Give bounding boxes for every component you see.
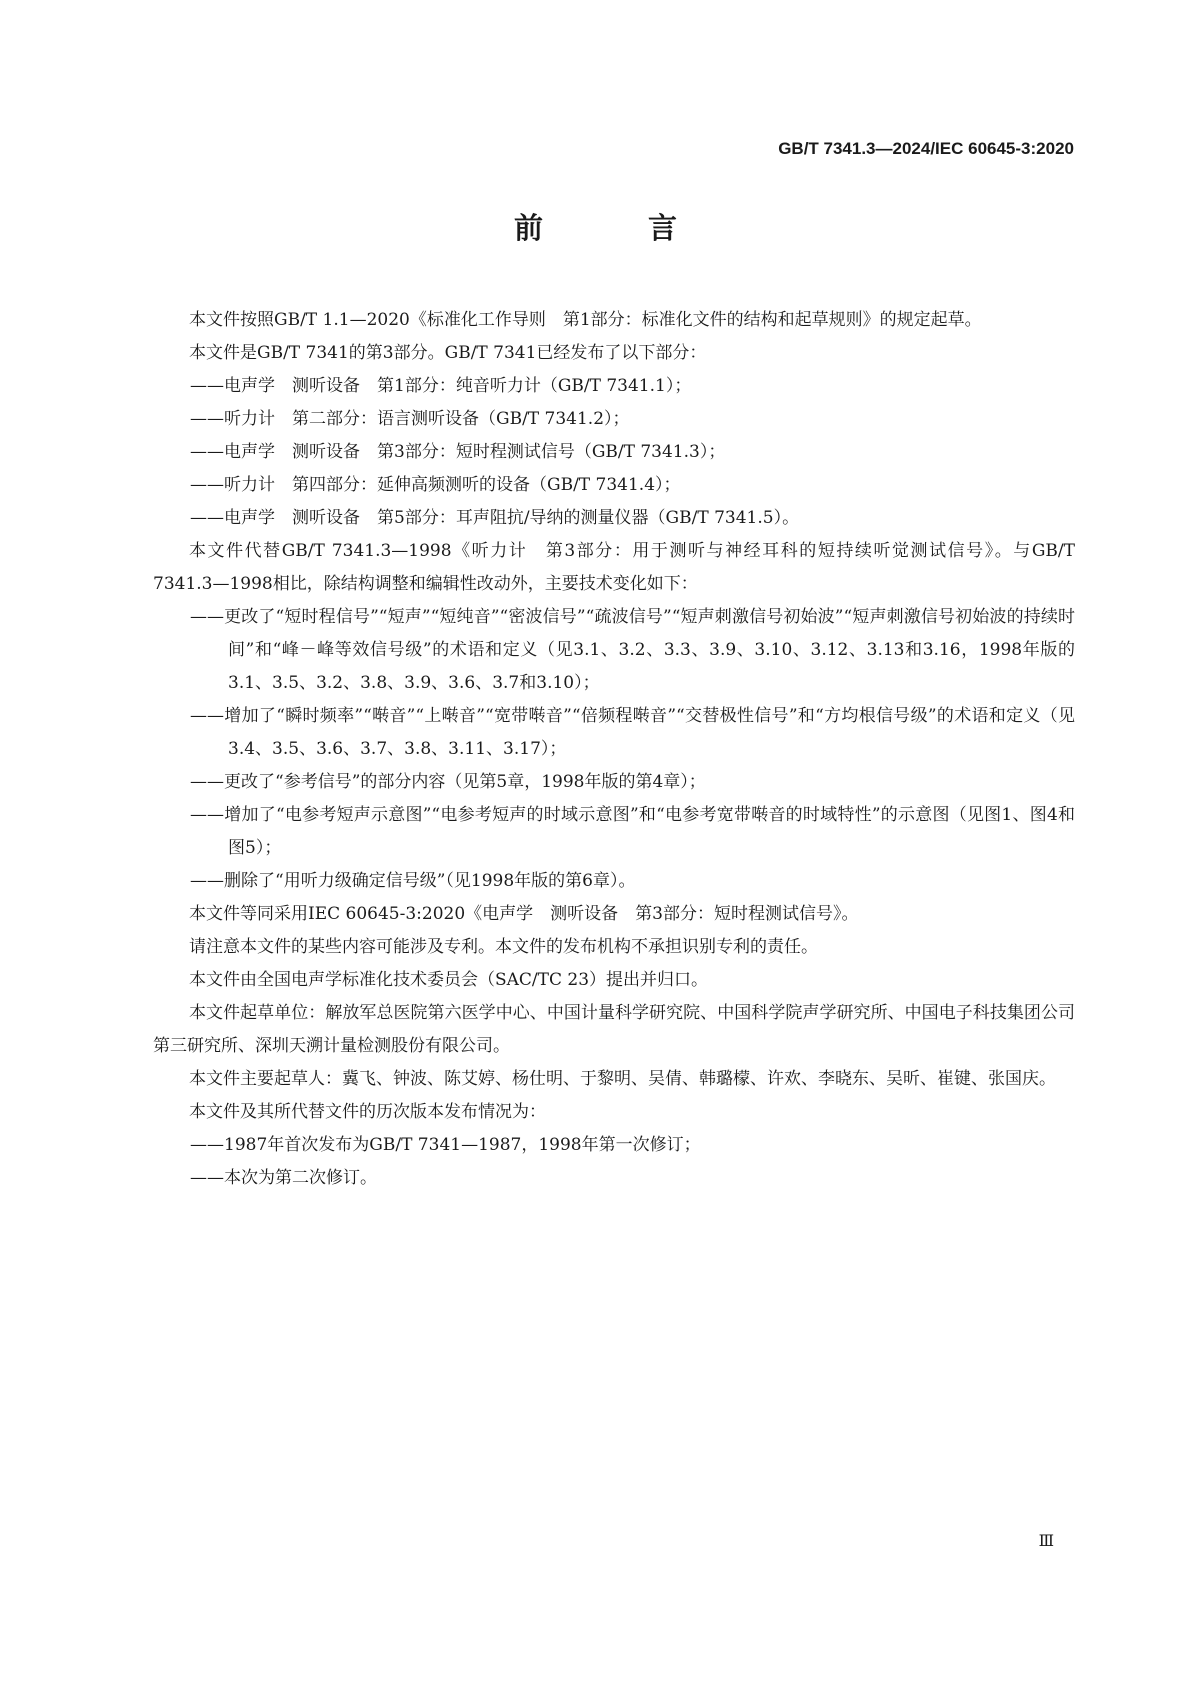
list-item-change-1: ——更改了“短时程信号”“短声”“短纯音”“密波信号”“疏波信号”“短声刺激信号初始波”“短声刺激信号初始波的持续时间”和“峰－峰等效信号级”的术语和定义（见3.1、3.2、3.3、3.9、3.10、3.12、3.13和3.16，1998年版的3.1、3.5、3.2、3.8、3.9、3.6、3.7和3.10）； (190, 607, 1075, 693)
list-item-part-3: ——电声学 测听设备 第3部分：短时程测试信号（GB/T 7341.3）； (190, 442, 726, 462)
list-item-part-4: ——听力计 第四部分：延伸高频测听的设备（GB/T 7341.4）； (190, 475, 681, 495)
paragraph-history-intro: 本文件及其所代替文件的历次版本发布情况为： (189, 1102, 546, 1122)
list-item-change-2: ——增加了“瞬时频率”“啭音”“上啭音”“宽带啭音”“倍频程啭音”“交替极性信号”和“方均根信号级”的术语和定义（见3.4、3.5、3.6、3.7、3.8、3.11、3.17）； (190, 706, 1075, 759)
standard-code: GB/T 7341.3—2024/IEC 60645-3:2020 (778, 139, 1074, 158)
paragraph-patent: 请注意本文件的某些内容可能涉及专利。本文件的发布机构不承担识别专利的责任。 (189, 937, 818, 957)
paragraph-drafting-units: 本文件起草单位：解放军总医院第六医学中心、中国计量科学研究院、中国科学院声学研究所、中国电子科技集团公司第三研究所、深圳天溯计量检测股份有限公司。 (153, 1003, 1075, 1056)
paragraph-parts-intro: 本文件是GB/T 7341的第3部分。GB/T 7341已经发布了以下部分： (189, 343, 707, 363)
paragraph-adoption: 本文件等同采用IEC 60645-3:2020《电声学 测听设备 第3部分：短时程测试信号》。 (189, 904, 859, 924)
list-item-part-2: ——听力计 第二部分：语言测听设备（GB/T 7341.2）； (190, 409, 630, 429)
list-item-history-1: ——1987年首次发布为GB/T 7341—1987，1998年第一次修订； (190, 1135, 701, 1155)
paragraph-replaces: 本文件代替GB/T 7341.3—1998《听力计 第3部分：用于测听与神经耳科的短持续听觉测试信号》。与GB/T 7341.3—1998相比，除结构调整和编辑性改动外，主要技术变化如下： (153, 541, 1075, 594)
list-item-change-3: ——更改了“参考信号”的部分内容（见第5章，1998年版的第4章）； (190, 772, 706, 792)
list-item-part-5: ——电声学 测听设备 第5部分：耳声阻抗/导纳的测量仪器（GB/T 7341.5）。 (190, 508, 800, 528)
paragraph-drafters: 本文件主要起草人：冀飞、钟波、陈艾婷、杨仕明、于黎明、吴倩、韩璐檬、许欢、李晓东、吴昕、崔键、张国庆。 (189, 1069, 1056, 1089)
page-title: 前 言 (513, 211, 715, 245)
paragraph-committee: 本文件由全国电声学标准化技术委员会（SAC/TC 23）提出并归口。 (189, 970, 709, 990)
page-number: Ⅲ (1038, 1531, 1054, 1550)
list-item-change-5: ——删除了“用听力级确定信号级”（见1998年版的第6章）。 (190, 871, 636, 891)
list-item-history-2: ——本次为第二次修订。 (190, 1168, 377, 1188)
list-item-change-4: ——增加了“电参考短声示意图”“电参考短声的时域示意图”和“电参考宽带啭音的时域特性”的示意图（见图1、图4和图5）； (190, 805, 1075, 858)
list-item-part-1: ——电声学 测听设备 第1部分：纯音听力计（GB/T 7341.1）； (190, 376, 692, 396)
paragraph-drafting-rules: 本文件按照GB/T 1.1—2020《标准化工作导则 第1部分：标准化文件的结构和起草规则》的规定起草。 (189, 310, 982, 330)
document-body (153, 304, 1075, 1195)
